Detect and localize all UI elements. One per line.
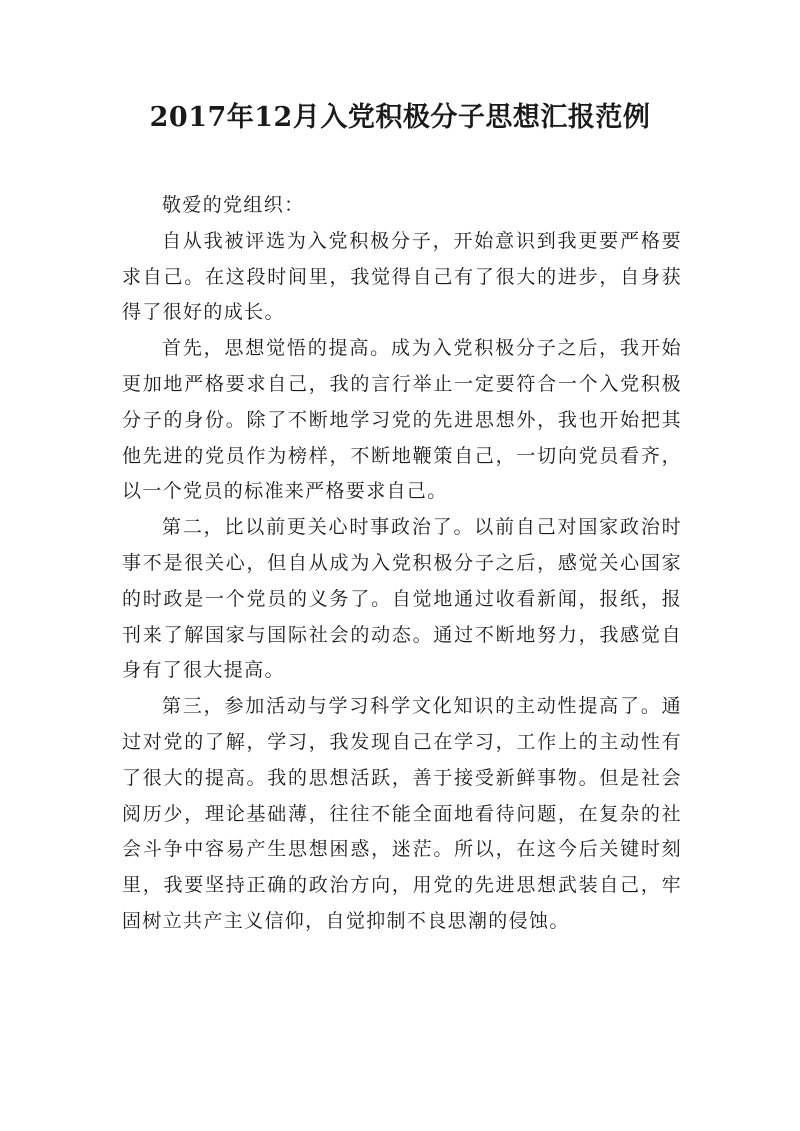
paragraph-intro: 自从我被评选为入党积极分子，开始意识到我更要严格要求自己。在这段时间里，我觉得自己有了很大的进步，自身获得了很好的成长。 [122, 229, 682, 324]
paragraph-third: 第三，参加活动与学习科学文化知识的主动性提高了。通过对党的了解，学习，我发现自己在学习，工作上的主动性有了很大的提高。我的思想活跃，善于接受新鲜事物。但是社会阅历少，理论基础薄，往往不能全面地看待问题，在复杂的社会斗争中容易产生思想困惑，迷茫。所以，在这今后关键时刻里，我要坚持正确的政治方向，用党的先进思想武装自己，牢固树立共产主义信仰，自觉抑制不良思潮的侵蚀。 [122, 695, 682, 932]
salutation: 敬爱的党组织： [162, 194, 305, 216]
paragraph-first: 首先，思想觉悟的提高。成为入党积极分子之后，我开始更加地严格要求自己，我的言行举止一定要符合一个入党积极分子的身份。除了不断地学习党的先进思想外，我也开始把其他先进的党员作为榜样，不断地鞭策自己，一切向党员看齐，以一个党员的标准来严格要求自己。 [122, 337, 682, 503]
document-body [122, 188, 682, 940]
paragraph-second: 第二，比以前更关心时事政治了。以前自己对国家政治时事不是很关心，但自从成为入党积极分子之后，感觉关心国家的时政是一个党员的义务了。自觉地通过收看新闻，报纸，报刊来了解国家与国际社会的动态。通过不断地努力，我感觉自身有了很大提高。 [122, 516, 682, 682]
document-title: 2017年12月入党积极分子思想汇报范例 [149, 102, 651, 133]
